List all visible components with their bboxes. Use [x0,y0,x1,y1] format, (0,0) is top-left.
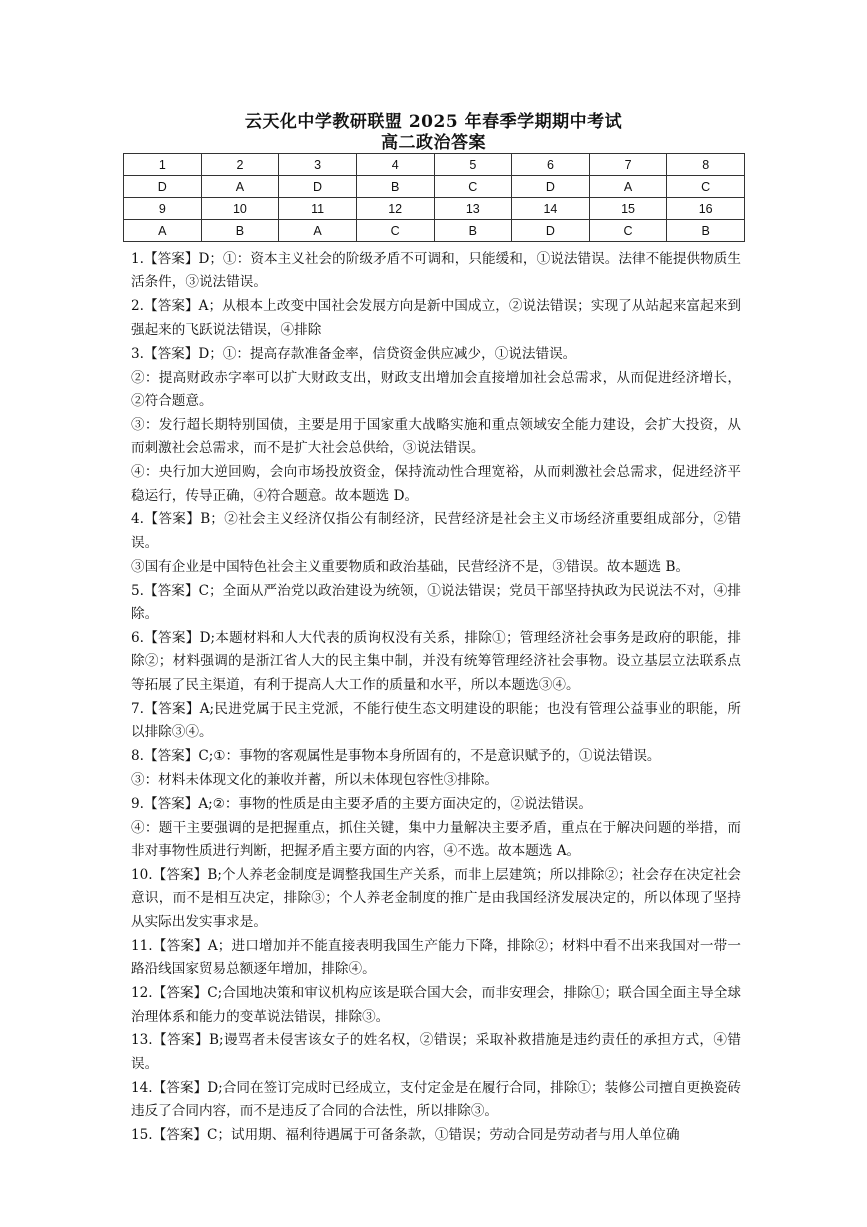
question-number-cell: 12 [356,198,434,220]
answer-letter-cell: B [434,220,512,242]
question-number-cell: 6 [512,154,590,176]
answer-letter-cell: A [201,176,279,198]
explanation-paragraph: 11.【答案】A；进口增加并不能直接表明我国生产能力下降，排除②；材料中看不出来我国对一带一路沿线国家贸易总额逐年增加，排除④。 [131,937,741,978]
answer-letter-cell: C [589,220,667,242]
answer-letter-row [124,220,745,242]
explanation-paragraph: 2.【答案】A；从根本上改变中国社会发展方向是新中国成立，②说法错误；实现了从站起来富起来到强起来的飞跃说法错误，④排除 [131,298,741,338]
question-number-cell: 14 [512,198,590,220]
answer-letter-cell: A [124,220,202,242]
explanation-paragraph: 15.【答案】C；试用期、福利待遇属于可备条款，①错误；劳动合同是劳动者与用人单位确 [131,1127,680,1144]
question-number-cell: 2 [201,154,279,176]
answer-letter-cell: C [667,176,745,198]
question-number-cell: 5 [434,154,512,176]
explanation-paragraph: ④：题干主要强调的是把握重点，抓住关键，集中力量解决主要矛盾，重点在于解决问题的举措，而非对事物性质进行判断，把握矛盾主要方面的内容，④不选。故本题选 A。 [131,819,741,860]
explanation-paragraph: ③国有企业是中国特色社会主义重要物质和政治基础，民营经济不是，③错误。故本题选 B。 [131,558,690,575]
question-number-cell: 10 [201,198,279,220]
answer-letter-cell: A [279,220,357,242]
question-number-cell: 4 [356,154,434,176]
answer-letter-cell: D [124,176,202,198]
answer-letter-cell: C [434,176,512,198]
explanation-paragraph: 4.【答案】B；②社会主义经济仅指公有制经济，民营经济是社会主义市场经济重要组成部分，②错误。 [131,511,741,551]
explanation-paragraph: 5.【答案】C；全面从严治党以政治建设为统领，①说法错误；党员干部坚持执政为民说法不对，④排除。 [131,582,741,623]
answer-letter-cell: D [512,220,590,242]
explanation-paragraph: ③：材料未体现文化的兼收并蓄，所以未体现包容性③排除。 [131,771,499,788]
explanation-paragraph: ②：提高财政赤字率可以扩大财政支出，财政支出增加会直接增加社会总需求，从而促进经济增长，②符合题意。 [131,369,741,409]
explanation-paragraph: 10.【答案】B;个人养老金制度是调整我国生产关系，而非上层建筑；所以排除②；社会存在决定社会意识，而不是相互决定，排除③；个人养老金制度的推广是由我国经济发展决定的，所以体现了坚持从实际出发实事求是。 [131,867,741,930]
document-subtitle: 高二政治答案 [381,133,486,153]
question-number-cell: 13 [434,198,512,220]
question-number-cell: 9 [124,198,202,220]
question-number-row [124,198,745,220]
question-number-cell: 11 [279,198,357,220]
question-number-cell: 1 [124,154,202,176]
explanation-paragraph: 3.【答案】D；①：提高存款准备金率，信贷资金供应减少，①说法错误。 [131,345,577,362]
answer-table [123,153,745,242]
explanation-paragraph: 14.【答案】D;合同在签订完成时已经成立，支付定金是在履行合同，排除①；装修公司擅自更换瓷砖违反了合同内容，而不是违反了合同的合法性，所以排除③。 [131,1079,741,1120]
explanation-paragraph: ④：央行加大逆回购，会向市场投放资金，保持流动性合理宽裕，从而刺激社会总需求，促进经济平稳运行，传导正确，④符合题意。故本题选 D。 [131,464,741,504]
explanation-paragraph: 7.【答案】A;民进党属于民主党派，不能行使生态文明建设的职能；也没有管理公益事业的职能，所以排除③④。 [131,700,741,741]
question-number-cell: 7 [589,154,667,176]
question-number-cell: 15 [589,198,667,220]
explanation-paragraph: 12.【答案】C;合国地决策和审议机构应该是联合国大会，而非安理会，排除①；联合国全面主导全球治理体系和能力的变革说法错误，排除③。 [131,985,741,1025]
question-number-cell: 16 [667,198,745,220]
answer-letter-cell: B [356,176,434,198]
explanation-paragraph: 6.【答案】D;本题材料和人大代表的质询权没有关系，排除①；管理经济社会事务是政府的职能，排除②；材料强调的是浙江省人大的民主集中制，并没有统筹管理经济社会事物。设立基层立法联系点等拓展了民主渠道，有利于提高人大工作的质量和水平，所以本题选③④。 [131,630,741,693]
explanation-paragraph: ③：发行超长期特别国债，主要是用于国家重大战略实施和重点领域安全能力建设，会扩大投资，从而刺激社会总需求，而不是扩大社会总供给，③说法错误。 [131,416,741,457]
answer-letter-cell: D [512,176,590,198]
document-title: 云天化中学教研联盟 2025 年春季学期期中考试 [244,112,623,132]
answer-letter-cell: A [589,176,667,198]
question-number-cell: 3 [279,154,357,176]
answer-letter-cell: B [667,220,745,242]
answer-letter-cell: C [356,220,434,242]
explanation-paragraph: 13.【答案】B;谩骂者未侵害该女子的姓名权，②错误；采取补救措施是违约责任的承担方式，④错误。 [131,1032,741,1072]
explanation-paragraph: 9.【答案】A;②：事物的性质是由主要矛盾的主要方面决定的，②说法错误。 [131,795,592,812]
answer-letter-cell: B [201,220,279,242]
answer-letter-cell: D [279,176,357,198]
question-number-row [124,154,745,176]
explanation-paragraph: 8.【答案】C;①：事物的客观属性是事物本身所固有的，不是意识赋予的，①说法错误。 [131,748,661,765]
answer-letter-row [124,176,745,198]
explanations [131,248,741,1147]
explanation-paragraph: 1.【答案】D；①：资本主义社会的阶级矛盾不可调和，只能缓和，①说法错误。法律不能提供物质生活条件，③说法错误。 [131,251,741,291]
question-number-cell: 8 [667,154,745,176]
